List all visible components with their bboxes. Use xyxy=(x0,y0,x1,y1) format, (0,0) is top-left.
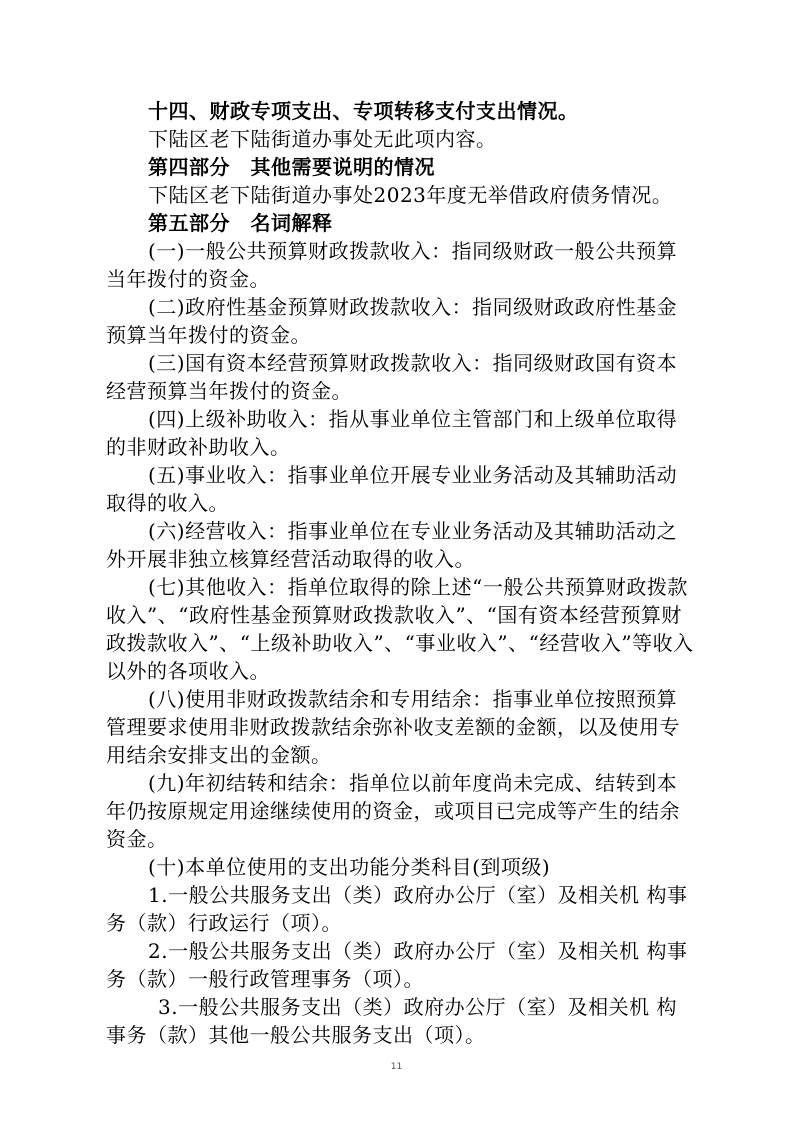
paragraph-line: (四)上级补助收入：指从事业单位主管部门和上级单位取得 xyxy=(148,407,678,431)
paragraph-line: (三)国有资本经营预算财政拨款收入：指同级财政国有资本 xyxy=(148,351,678,375)
paragraph-line: 务（款）一般行政管理事务（项）。 xyxy=(106,967,424,991)
paragraph-line: 收入”、“政府性基金预算财政拨款收入”、“国有资本经营预算财 xyxy=(106,603,682,627)
paragraph-line: 下陆区老下陆街道办事处无此项内容。 xyxy=(148,127,497,151)
paragraph-line: 当年拨付的资金。 xyxy=(106,267,270,291)
paragraph-line: 事务（款）其他一般公共服务支出（项）。 xyxy=(106,1023,486,1047)
paragraph-line: 3.一般公共服务支出（类）政府办公厅（室）及相关机 构 xyxy=(158,995,677,1019)
paragraph-line: (十)本单位使用的支出功能分类科目(到项级) xyxy=(148,855,551,879)
paragraph-line: 年仍按原规定用途继续使用的资金，或项目已完成等产生的结余 xyxy=(106,799,680,823)
paragraph-line: (二)政府性基金预算财政拨款收入：指同级财政政府性基金 xyxy=(148,295,678,319)
paragraph-line: 的非财政补助收入。 xyxy=(106,435,291,459)
paragraph-line: 政拨款收入”、“上级补助收入”、“事业收入”、“经营收入”等收入 xyxy=(106,631,694,655)
paragraph-line: 务（款）行政运行（项）。 xyxy=(106,911,342,935)
page-number: 11 xyxy=(390,1062,403,1072)
paragraph-line: (五)事业收入：指事业单位开展专业业务活动及其辅助活动 xyxy=(148,463,678,487)
paragraph-line: (九)年初结转和结余：指单位以前年度尚未完成、结转到本 xyxy=(148,771,678,795)
paragraph-line: 经营预算当年拨付的资金。 xyxy=(106,379,352,403)
section-heading: 十四、财政专项支出、专项转移支付支出情况。 xyxy=(148,99,579,123)
paragraph-line: (八)使用非财政拨款结余和专用结余：指事业单位按照预算 xyxy=(148,687,678,711)
paragraph-line: 用结余安排支出的金额。 xyxy=(106,743,332,767)
paragraph-line: 管理要求使用非财政拨款结余弥补收支差额的金额，以及使用专 xyxy=(106,715,680,739)
paragraph-line: 2.一般公共服务支出（类）政府办公厅（室）及相关机 构事 xyxy=(148,939,688,963)
paragraph-line: (六)经营收入：指事业单位在专业业务活动及其辅助活动之 xyxy=(148,519,678,543)
section-heading: 第五部分 名词解释 xyxy=(148,211,333,235)
paragraph-line: 资金。 xyxy=(106,827,168,851)
paragraph-line: (七)其他收入：指单位取得的除上述“一般公共预算财政拨款 xyxy=(148,575,688,599)
paragraph-line: 1.一般公共服务支出（类）政府办公厅（室）及相关机 构事 xyxy=(148,883,688,907)
paragraph-line: 以外的各项收入。 xyxy=(106,659,270,683)
paragraph-line: 下陆区老下陆街道办事处2023年度无举借政府债务情况。 xyxy=(148,183,673,207)
paragraph-line: 预算当年拨付的资金。 xyxy=(106,323,311,347)
paragraph-line: 取得的收入。 xyxy=(106,491,229,515)
section-heading: 第四部分 其他需要说明的情况 xyxy=(148,155,435,179)
paragraph-line: (一)一般公共预算财政拨款收入：指同级财政一般公共预算 xyxy=(148,239,678,263)
paragraph-line: 外开展非独立核算经营活动取得的收入。 xyxy=(106,547,475,571)
